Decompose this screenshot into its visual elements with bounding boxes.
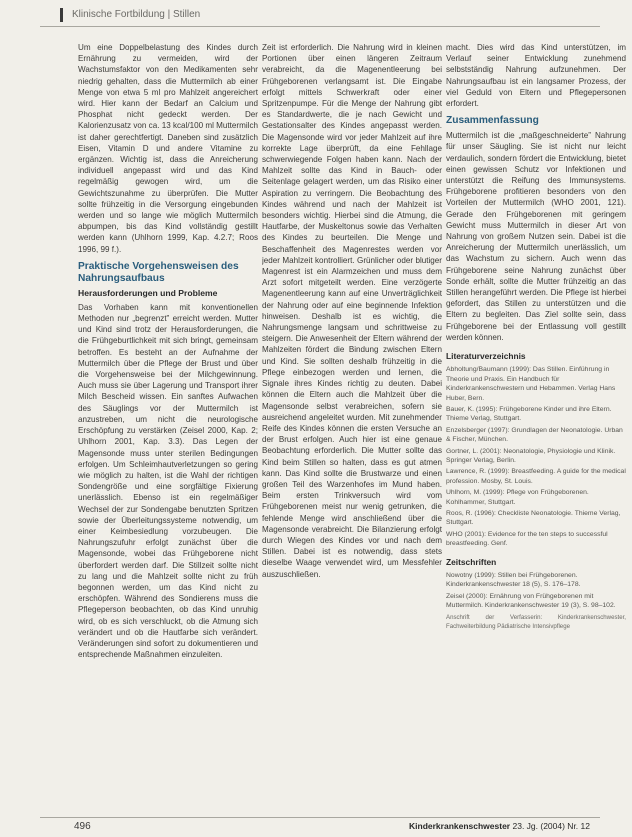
journals-heading: Zeitschriften (446, 556, 497, 567)
section-heading: Praktische Vorgehensweisen des Nahrungsaufbaus (78, 260, 239, 284)
paragraph: macht. Dies wird das Kind unterstützen, im Verlauf seiner Entwicklung zunehmend selbstständig Nahrung aufzunehmen. Der Nahrungsaufbau ist ein langsamer Prozess, der viel Geduld von Eltern und Pflegepersonen erfordert. (446, 43, 626, 109)
reference-item: Zeisel (2000): Ernährung von Frühgeborenen mit Muttermilch. Kinderkrankenschwester 19 (3), S. 98–102. (446, 592, 616, 610)
journal-citation (409, 821, 590, 831)
reference-item: Bauer, K. (1995): Frühgeborene Kinder und ihre Eltern. Thieme Verlag, Stuttgart. (446, 405, 612, 423)
column-left (78, 42, 258, 812)
page-footer (40, 817, 600, 834)
reference-item: Gortner, L. (2001): Neonatologie, Physiologie und Klinik. Springer Verlag, Berlin. (446, 447, 616, 464)
section-heading: Zusammenfassung (446, 115, 539, 127)
page-number: 496 (74, 821, 91, 832)
journal-list (446, 571, 626, 611)
author-note: Anschrift der Verfasserin: Kinderkrankenschwester, Fachweiterbildung Pädiatrische Intensivpflege (446, 614, 626, 630)
reference-list (446, 365, 626, 548)
header-mark (60, 8, 63, 22)
paragraph: Um eine Doppelbelastung des Kindes durch Ernährung zu vermeiden, wird der Wachstumsfaktor von den Medikamenten sehr niedrig gehalten, dass die Muttermilch ab einer Menge von etwa 5 ml pro Mahlzeit angereichert wird. Hier kann der Bedarf an Calcium und Phosphat nicht gedeckt werden. Der Kalorienzusatz von ca. 13 kcal/100 ml Muttermilch ist daher gerechtfertigt. Daneben sind zusätzlich Eisen, Vitamin D und andere Vitamine zu ergänzen. Wichtig ist, dass die Anreicherung individuell angepasst wird und das Kind regelmäßig gewogen wird, um die Gewichtszunahme zu überprüfen. Die Mutter sollte frühzeitig in die Versorgung eingebunden werden und so lange wie möglich Muttermilch abpumpen, bis das Kind vollständig gestillt werden kann (Uhlhorn 1999, Kap. 4.2.7; Roos 1996, 99 f.). (78, 43, 258, 254)
reference-item: WHO (2001): Evidence for the ten steps to successful breastfeeding. Genf. (446, 530, 608, 548)
reference-item: Roos, R. (1996): Checkliste Neonatologie. Thieme Verlag, Stuttgart. (446, 509, 621, 527)
journal-name: Kinderkrankenschwester (409, 821, 511, 831)
page-header (40, 6, 600, 27)
reference-item: Lawrence, R. (1999): Breastfeeding. A guide for the medical profession. Mosby, St. Louis. (446, 468, 626, 485)
column-middle (262, 42, 442, 812)
paragraph: Das Vorhaben kann mit konventionellen Methoden nur „begrenzt” erreicht werden. Mutter und Kind sind trotz der Herausforderungen, die die Frühgeburtlichkeit mit sich bringt, gemeinsam betroffen. Es besteht an der Aufnahme der Muttermilch über die Pflege der Brust und über die Vorgehensweise bei der Milchgewinnung. Auch muss sie über Lagerung und Transport ihrer Milch Bescheid wissen. Ein sanftes Aufwachen des Säuglings vor der Muttermilch ist anzustreben, um nicht die neurologische Erschöpfung zu verstärken (Zeisel 2000, Kap. 2; Uhlhorn 2001, Kap. 3.3). Das Legen der Magensonde muss unter sterilen Bedingungen erfolgen. Um Schleimhautverletzungen so gering wie möglich zu halten, ist die Wahl der richtigen Sondengröße und eine sorgfältige Fixierung unerlässlich. Ebenso ist ein regelmäßiger Wechsel der zur Sondengabe benutzten Spritzen sowie der Überleitungssysteme notwendig, um einer Keimbesiedlung vorzubeugen. Die Nahrungszufuhr erfolgt zunächst über die Magensonde, wobei das Frühgeborene nicht überfordert werden darf. Die Stillzeit sollte nicht zu lang und die Mahlzeit sollte nicht zu früh begonnen werden, um das Kind nicht zu erschöpfen. Während des Sondierens muss die Pflegeperson beobachten, ob das Kind unruhig wird, ob es sich verschluckt, ob die Atmung sich verändert und ob die Hautfarbe sich verändert. Veränderungen sind sofort zu dokumentieren und entsprechende Maßnahmen einzuleiten. (78, 302, 258, 660)
reference-item: Uhlhorn, M. (1999): Pflege von Frühgeborenen. Kohlhammer, Stuttgart. (446, 489, 589, 506)
references-heading: Literaturverzeichnis (446, 351, 526, 362)
paragraph: Muttermilch ist die „maßgeschneiderte” Nahrung für unser Säugling. Sie ist nicht nur leicht verdaulich, sondern fördert die Entwicklung, bietet einen gewissen Schutz vor Infektionen und unterstützt die Reifung des Immunsystems. Frühgeborene profitieren besonders von den Vorteilen der Muttermilch (WHO 2001, 121). Gerade den Frühgeborenen mit geringem Gewicht muss Muttermilch in dieser Art von Nahrung von großem Nutzen sein. Dabei ist die Anreicherung der Muttermilch unerlässlich, um das Wachstum zu sichern. Auch wenn das Frühgeborene seine Nahrung zunächst über Sonde erhält, sollte die Mutter frühzeitig an das Stillen herangeführt werden. Die Pflege ist hierbei gefordert, das Stillen zu unterstützen und die Eltern zu begleiten. Das Ziel sollte sein, dass Frühgeborene bei der Entlassung voll gestillt werden können. (446, 131, 626, 342)
section-title: Klinische Fortbildung | Stillen (72, 9, 201, 20)
journal-issue: 23. Jg. (2004) Nr. 12 (512, 821, 590, 831)
reference-item: Nowotny (1999): Stillen bei Frühgeborenen. Kinderkrankenschwester 18 (5), S. 176–178. (446, 571, 581, 589)
subsection-heading: Herausforderungen und Probleme (78, 287, 218, 298)
reference-item: Enzelsberger (1997): Grundlagen der Neonatologie. Urban & Fischer, München. (446, 426, 623, 444)
reference-item: Abholtung/Baumann (1999): Das Stillen. Einführung in Theorie und Praxis. Ein Handbuch für Kinderkrankenschwestern und Hebammen. Verlag Hans Huber, Bern. (446, 366, 616, 402)
paragraph: Zeit ist erforderlich. Die Nahrung wird in kleinen Portionen über einen längeren Zeitraum verabreicht, da die Magenentleerung bei Frühgeborenen verlangsamt ist. Die Eingabe erfolgt mittels Schwerkraft oder einer Spritzenpumpe. Für die Menge der Nahrung gibt es Standardwerte, die je nach Gewicht und Gestationsalter des Kindes angepasst werden. Die Magensonde wird vor jeder Mahlzeit auf ihre korrekte Lage überprüft, da eine Fehllage schwerwiegende Folgen haben kann. Nach der Mahlzeit sollte das Kind in Bauch- oder Seitenlage gelagert werden, um das Risiko einer Aspiration zu verringern. Die Beobachtung des Kindes während und nach der Mahlzeit ist besonders wichtig. Hierbei sind die Atmung, die Hautfarbe, der Muskeltonus sowie das Verhalten des Kindes zu beurteilen. Die Menge und Beschaffenheit des Magenrestes werden vor jeder Mahlzeit kontrolliert. Grünlicher oder blutiger Magenrest ist ein Alarmzeichen und muss dem Arzt sofort mitgeteilt werden. Eine verzögerte Magenentleerung kann auf eine Unverträglichkeit der Nahrung oder auf eine beginnende Infektion hinweisen. Deshalb ist es wichtig, die Nahrungsmenge langsam und schrittweise zu steigern. Die Anwesenheit der Eltern während der Mahlzeiten fördert die Bindung zwischen Eltern und Kind. Sie sollten deshalb frühzeitig in die Pflege einbezogen werden und lernen, die Signale ihres Kindes richtig zu deuten. Dabei können die Eltern auch die Mahlzeit über die Magensonde selbst verabreichen, sofern sie ausreichend angeleitet wurden. Mit zunehmender Reife des Kindes können die ersten Versuche an der Brust erfolgen. Auch hier ist eine genaue Beobachtung erforderlich. Die Mutter sollte das Kind beim Stillen so halten, dass es gut atmen kann. Das Kind sollte die Brustwarze und einen großen Teil des Warzenhofes im Mund haben. Beim ersten Trinkversuch wird vom Frühgeborenen meist nur wenig getrunken, die fehlende Menge wird anschließend über die Magensonde verabreicht. Die Bilanzierung erfolgt durch Wiegen des Kindes vor und nach dem Stillen. Dabei ist es notwendig, dass stets dieselbe Waage verwendet wird, um Messfehler auszuschließen. (262, 43, 442, 579)
column-right (446, 42, 626, 812)
